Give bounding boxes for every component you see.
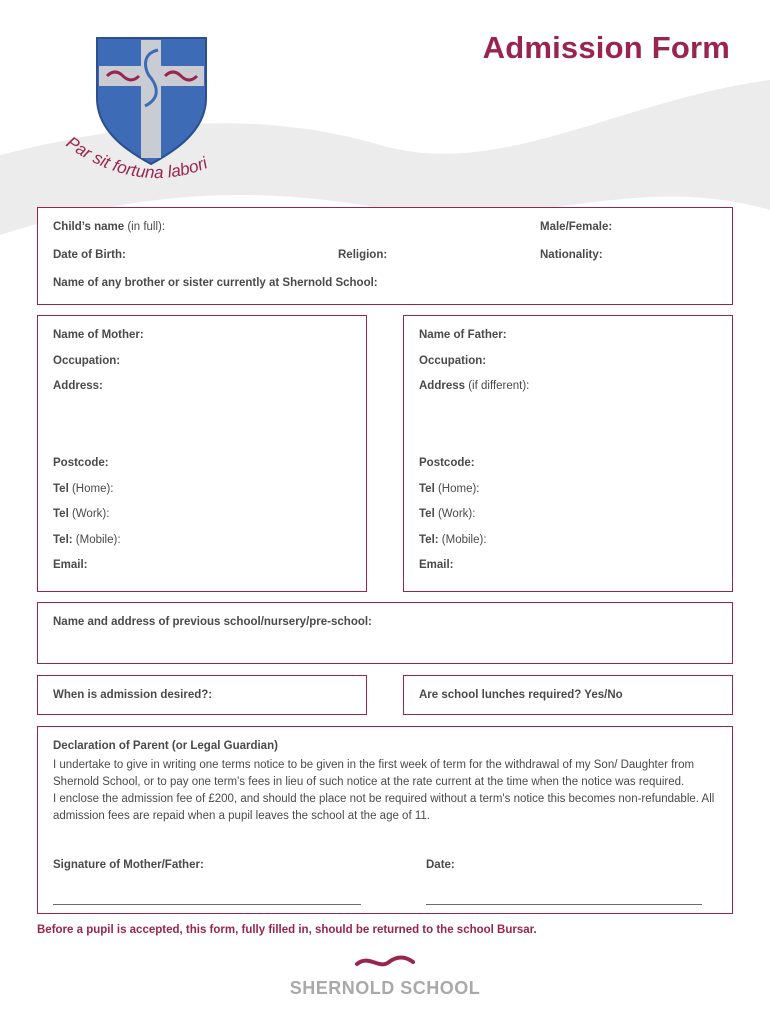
mother-details-section [37, 315, 367, 592]
mother-address-label: Address: [53, 380, 103, 392]
nationality-label: Nationality: [540, 249, 603, 261]
mother-postcode-label: Postcode: [53, 457, 109, 469]
mother-tel-home-label: Tel (Home): [53, 483, 114, 495]
religion-label: Religion: [338, 249, 388, 261]
dob-label: Date of Birth: [53, 249, 126, 261]
mother-occupation-label: Occupation: [53, 355, 121, 367]
admission-desired-label: When is admission desired?: [53, 689, 213, 701]
mother-tel-work-label: Tel (Work): [53, 508, 110, 520]
father-name-label: Name of Father: [419, 329, 507, 341]
father-tel-mobile-label: Tel: (Mobile): [419, 534, 487, 546]
school-swoosh-logo [355, 952, 415, 972]
signature-line[interactable] [53, 904, 361, 905]
signature-label: Signature of Mother/Father: [53, 859, 204, 871]
declaration-fee-paragraph: I enclose the admission fee of £200, and should the place not be required without a term's notice this becomes non-refundable. All admission fees are repaid when a pupil leaves the school at the age of 11. [53, 793, 715, 822]
mother-email-label: Email: [53, 559, 88, 571]
admission-date-section [37, 675, 367, 715]
previous-school-label: Name and address of previous school/nursery/pre-school: [53, 616, 372, 628]
mother-tel-mobile-label: Tel: (Mobile): [53, 534, 121, 546]
school-lunches-label: Are school lunches required? Yes/No [419, 689, 623, 701]
school-lunches-section [403, 675, 733, 715]
father-occupation-label: Occupation: [419, 355, 487, 367]
mother-name-label: Name of Mother: [53, 329, 144, 341]
father-details-section [403, 315, 733, 592]
siblings-label: Name of any brother or sister currently at Shernold School: [53, 277, 378, 289]
school-motto [55, 125, 255, 205]
declaration-text [53, 757, 733, 825]
gender-label: Male/Female: [540, 221, 613, 233]
school-name: SHERNOLD SCHOOL [289, 978, 481, 998]
svg-text:Par sit fortuna labori: Par sit fortuna labori [62, 132, 210, 183]
father-email-label: Email: [419, 559, 454, 571]
declaration-heading: Declaration of Parent (or Legal Guardian) [53, 740, 278, 752]
child-details-section [37, 207, 733, 305]
declaration-section [37, 726, 733, 914]
father-postcode-label: Postcode: [419, 457, 475, 469]
date-label: Date: [426, 859, 455, 871]
date-line[interactable] [426, 904, 702, 905]
return-instructions: Before a pupil is accepted, this form, fully filled in, should be returned to the school Bursar. [37, 924, 537, 936]
father-address-label: Address (if different): [419, 380, 530, 392]
page-title: Admission Form [482, 30, 730, 65]
father-tel-home-label: Tel (Home): [419, 483, 480, 495]
childs-name-label: Child’s name (in full): [53, 221, 166, 233]
declaration-notice-paragraph: I undertake to give in writing one terms notice to be given in the first week of term for the withdrawal of my Son/ Daughter from Shernold School, or to pay one term's fees in lieu of such notice at the rate current at the time when the notice was required. [53, 759, 695, 788]
previous-school-section [37, 602, 733, 664]
father-tel-work-label: Tel (Work): [419, 508, 476, 520]
